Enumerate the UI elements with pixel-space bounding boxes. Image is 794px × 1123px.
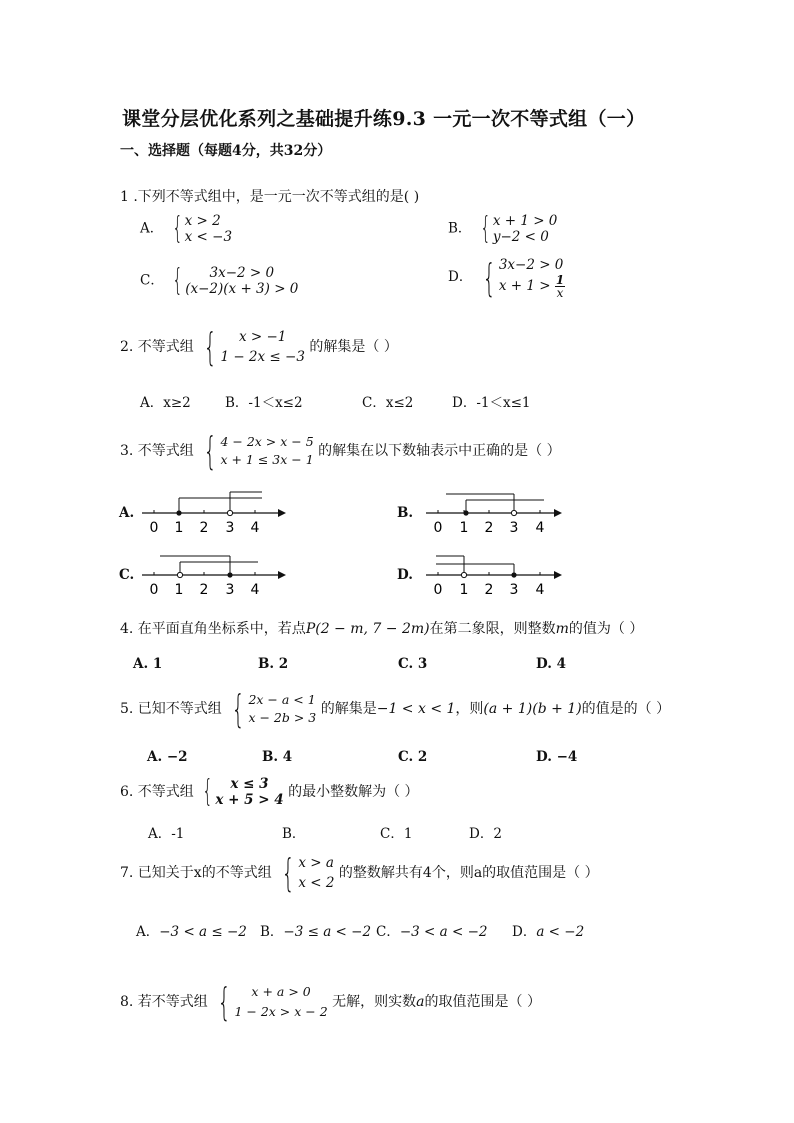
tick-label: 1 bbox=[459, 520, 469, 536]
option-label: B． bbox=[448, 220, 472, 237]
q5-option-a: A. −2 bbox=[147, 749, 188, 765]
system-line-2-left: x + 1 > bbox=[498, 278, 555, 294]
q2-option-d: D．-1＜x≤1 bbox=[452, 395, 531, 411]
q5-prefix: 5. 已知不等式组 bbox=[120, 701, 222, 717]
question-1-stem: 1 .下列不等式组中，是一元一次不等式组的是( ) bbox=[120, 189, 420, 205]
option-label: A． bbox=[136, 924, 160, 940]
q3-option-d-label: D. bbox=[397, 567, 413, 583]
q5-expression: (a + 1)(b + 1) bbox=[483, 701, 582, 717]
q2-option-c: C．x≤2 bbox=[362, 395, 414, 411]
system-line-2: x + 5 > 4 bbox=[215, 792, 284, 808]
q8-prefix: 8. 若不等式组 bbox=[120, 994, 208, 1010]
tick-label: 3 bbox=[509, 582, 519, 598]
option-value: −3 ≤ a < −2 bbox=[283, 924, 372, 940]
system-line-1: x > 2 bbox=[184, 213, 221, 229]
q3-number-line-a bbox=[138, 486, 288, 536]
q6-option-a: A．-1 bbox=[148, 826, 185, 842]
system-line-2: x − 2b > 3 bbox=[248, 710, 317, 725]
tick-label: 1 bbox=[174, 582, 184, 598]
inequality-system bbox=[276, 853, 334, 893]
brace-icon: { bbox=[217, 980, 232, 1024]
option-value: −3 < a < −2 bbox=[399, 924, 488, 940]
q4-point: P(2 − m, 7 − 2m) bbox=[305, 621, 430, 637]
system-line-1: x > −1 bbox=[238, 329, 287, 345]
q2-suffix: 的解集是（ ） bbox=[309, 339, 398, 355]
q4-text-a: 4. 在平面直角坐标系中，若点 bbox=[120, 621, 306, 637]
brace-icon: { bbox=[203, 429, 218, 473]
tick-label: 4 bbox=[250, 582, 260, 598]
system-line-2: x < 2 bbox=[298, 875, 335, 891]
question-5-stem bbox=[120, 687, 671, 731]
q3-option-b-label: B. bbox=[397, 505, 414, 521]
brace-icon: { bbox=[172, 263, 183, 298]
brace-icon: { bbox=[171, 211, 183, 246]
page-title: 课堂分层优化系列之基础提升练9.3 一元一次不等式组（一） bbox=[122, 108, 646, 130]
q8-suffix: 的取值范围是（ ） bbox=[424, 994, 541, 1010]
option-label: D． bbox=[448, 269, 473, 285]
q6-prefix: 6. 不等式组 bbox=[120, 784, 194, 800]
q1-option-a bbox=[140, 213, 232, 245]
inequality-system bbox=[476, 213, 558, 245]
q5-text-mid2: ，则 bbox=[455, 701, 484, 717]
tick-label: 2 bbox=[484, 520, 494, 536]
tick-label: 2 bbox=[199, 520, 209, 536]
tick-label: 3 bbox=[225, 520, 235, 536]
option-value: a < −2 bbox=[536, 924, 585, 940]
q7-suffix: 的整数解共有4个，则a的取值范围是（ ） bbox=[338, 865, 599, 881]
tick-label: 0 bbox=[433, 520, 443, 536]
brace-icon: { bbox=[480, 211, 491, 246]
q4-option-c: C. 3 bbox=[398, 656, 428, 672]
q2-option-a: A．x≥2 bbox=[140, 395, 191, 411]
brace-icon: { bbox=[231, 687, 246, 731]
option-label: C． bbox=[376, 924, 400, 940]
q4-option-d: D. 4 bbox=[536, 656, 567, 672]
q3-suffix: 的解集在以下数轴表示中正确的是（ ） bbox=[318, 443, 561, 459]
q3-number-line-c bbox=[138, 548, 288, 598]
system-line-2: 1 − 2x > x − 2 bbox=[234, 1004, 328, 1019]
q5-suffix: 的值是的（ ） bbox=[581, 701, 671, 717]
q4-variable: m bbox=[555, 621, 569, 637]
option-value: −3 < a ≤ −2 bbox=[159, 924, 247, 940]
q1-option-d bbox=[448, 256, 565, 299]
system-line-2: y−2 < 0 bbox=[492, 229, 549, 245]
option-label: D． bbox=[512, 924, 537, 940]
question-4-stem bbox=[120, 618, 643, 638]
fraction-denominator: x bbox=[556, 286, 564, 300]
system-line-2: x < −3 bbox=[184, 229, 233, 245]
q7-option-c bbox=[376, 920, 487, 940]
q3-option-c-label: C. bbox=[119, 567, 135, 583]
brace-icon: { bbox=[203, 325, 218, 369]
q8-text-mid: 无解，则实数 bbox=[332, 994, 417, 1010]
question-6-stem bbox=[120, 776, 419, 808]
question-8-stem bbox=[120, 982, 541, 1022]
option-label: B． bbox=[260, 924, 284, 940]
tick-label: 4 bbox=[250, 520, 260, 536]
system-line-1: x + 1 > 0 bbox=[492, 213, 558, 229]
fraction-numerator: 1 bbox=[555, 273, 565, 287]
system-line-2: (x−2)(x + 3) > 0 bbox=[185, 281, 299, 297]
q1-option-c bbox=[140, 265, 298, 297]
q5-option-d: D. −4 bbox=[536, 749, 578, 765]
q2-option-b: B．-1＜x≤2 bbox=[225, 395, 303, 411]
question-7-stem bbox=[120, 853, 599, 893]
q6-option-c: C．1 bbox=[380, 826, 413, 842]
brace-icon: { bbox=[202, 774, 214, 809]
q8-variable: a bbox=[416, 994, 425, 1010]
q3-option-a-label: A. bbox=[119, 505, 135, 521]
tick-label: 3 bbox=[225, 582, 235, 598]
inequality-system bbox=[198, 429, 314, 473]
option-label: C． bbox=[140, 272, 164, 289]
q7-prefix: 7. 已知关于x的不等式组 bbox=[120, 865, 272, 881]
q2-prefix: 2. 不等式组 bbox=[120, 339, 194, 355]
inequality-system bbox=[226, 687, 317, 731]
tick-label: 0 bbox=[149, 520, 159, 536]
tick-label: 0 bbox=[433, 582, 443, 598]
system-line-2 bbox=[499, 274, 565, 299]
q7-option-b bbox=[260, 920, 371, 940]
q4-option-a: A. 1 bbox=[133, 656, 163, 672]
system-line-1: x + a > 0 bbox=[251, 984, 311, 999]
q5-solution-range: −1 < x < 1 bbox=[376, 701, 456, 717]
q3-number-line-d bbox=[422, 548, 572, 598]
system-line-1: x > a bbox=[298, 855, 334, 871]
q5-text-mid: 的解集是 bbox=[320, 701, 377, 717]
q4-text-b: 在第二象限，则整数 bbox=[429, 621, 556, 637]
tick-label: 4 bbox=[535, 582, 545, 598]
tick-label: 3 bbox=[509, 520, 519, 536]
system-line-1: 3x−2 > 0 bbox=[209, 265, 275, 281]
q1-option-b bbox=[448, 213, 557, 245]
q3-number-line-b bbox=[422, 486, 572, 536]
system-line-1: 4 − 2x > x − 5 bbox=[220, 434, 314, 449]
inequality-system bbox=[198, 327, 305, 367]
q6-suffix: 的最小整数解为（ ） bbox=[288, 784, 419, 800]
tick-label: 2 bbox=[484, 582, 494, 598]
system-line-1: x ≤ 3 bbox=[230, 776, 269, 792]
tick-label: 1 bbox=[459, 582, 469, 598]
q4-option-b: B. 2 bbox=[258, 656, 289, 672]
question-2-stem bbox=[120, 327, 398, 367]
q5-option-b: B. 4 bbox=[262, 749, 293, 765]
inequality-system bbox=[198, 776, 283, 808]
inequality-system bbox=[168, 213, 233, 245]
system-line-1: 2x − a < 1 bbox=[248, 692, 316, 707]
inequality-system bbox=[477, 256, 566, 299]
tick-label: 1 bbox=[174, 520, 184, 536]
brace-icon: { bbox=[482, 255, 496, 300]
q7-option-a bbox=[136, 920, 247, 940]
option-label: A． bbox=[140, 220, 164, 237]
tick-label: 0 bbox=[149, 582, 159, 598]
tick-label: 4 bbox=[535, 520, 545, 536]
q4-text-c: 的值为（ ） bbox=[568, 621, 644, 637]
fraction bbox=[555, 274, 565, 299]
q5-option-c: C. 2 bbox=[398, 749, 428, 765]
tick-label: 2 bbox=[199, 582, 209, 598]
system-line-1: 3x−2 > 0 bbox=[498, 257, 564, 273]
question-3-stem bbox=[120, 429, 561, 473]
system-line-2: x + 1 ≤ 3x − 1 bbox=[220, 452, 314, 467]
q6-option-d: D．2 bbox=[469, 826, 502, 842]
q3-prefix: 3. 不等式组 bbox=[120, 443, 194, 459]
brace-icon: { bbox=[281, 851, 295, 895]
section-heading: 一、选择题（每题4分，共32分） bbox=[120, 143, 332, 159]
inequality-system bbox=[168, 265, 298, 297]
system-line-2: 1 − 2x ≤ −3 bbox=[220, 349, 305, 365]
q6-option-b: B． bbox=[282, 826, 306, 842]
inequality-system bbox=[212, 982, 327, 1022]
q7-option-d bbox=[512, 920, 584, 940]
